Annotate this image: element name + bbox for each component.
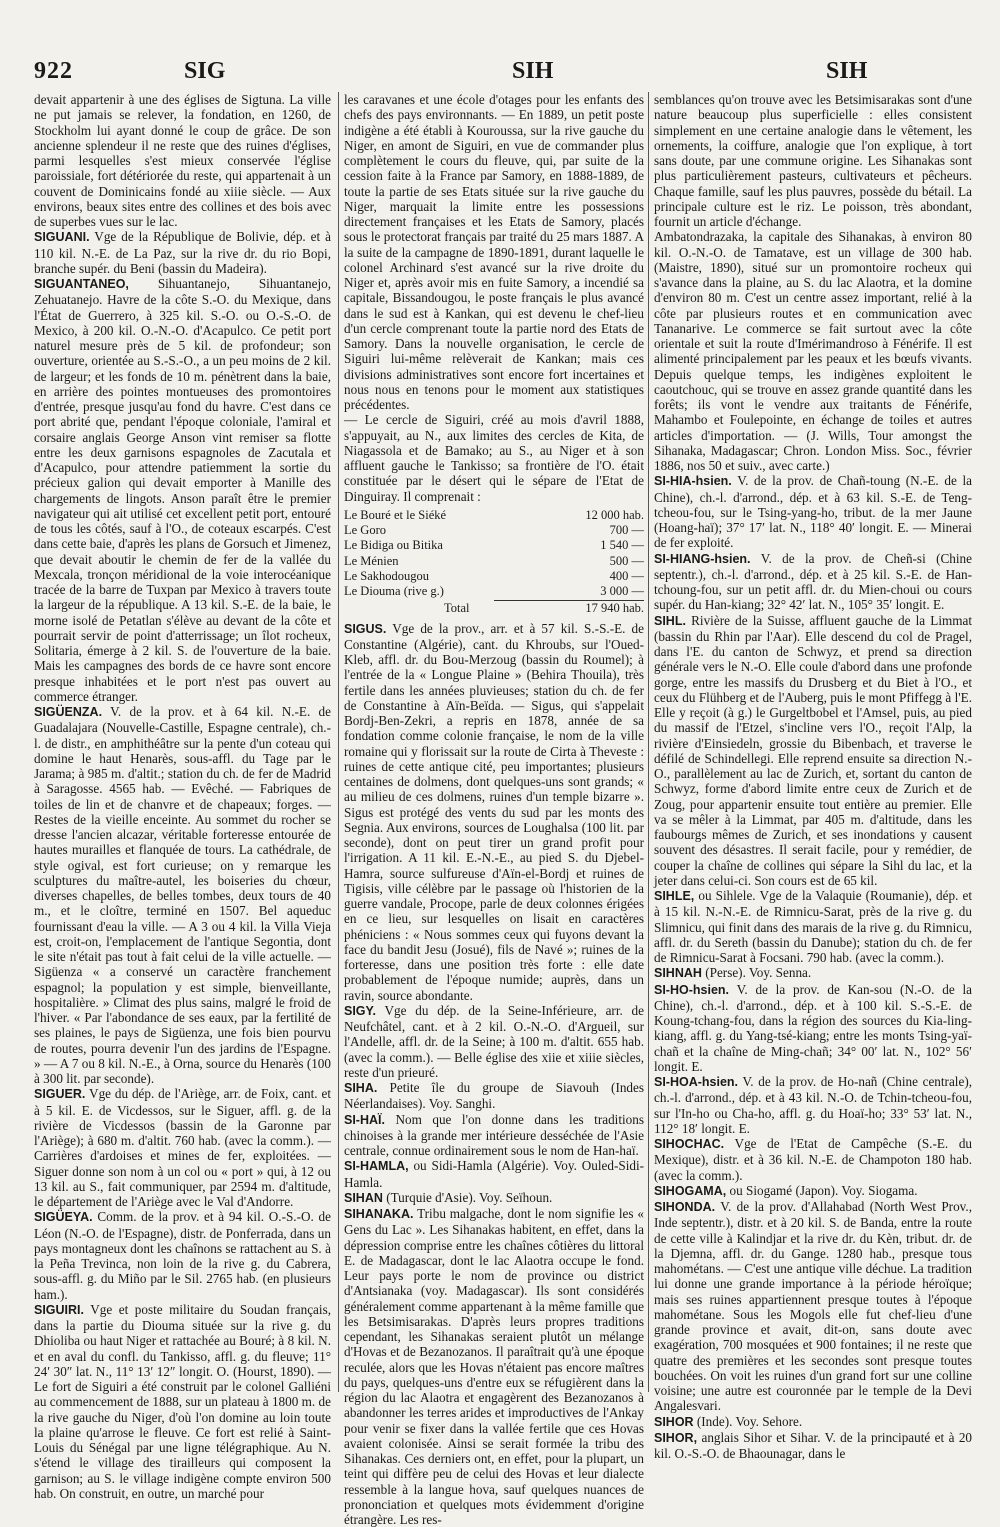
dictionary-entry bbox=[34, 1209, 331, 1302]
running-head-right: SIH bbox=[826, 58, 867, 85]
table-row bbox=[344, 554, 644, 569]
running-head-center: SIH bbox=[512, 58, 553, 85]
entry-text: Vge de l'Etat de Campêche (S.-E. du Mexique), distr. et à 36 kil. N.-E. de Champoton 180 hab. (avec la comm.). bbox=[654, 1136, 972, 1183]
entry-text: V. de la prov. d'Allahabad (North West Prov., Inde septentr.), distr. et à 20 kil. S. de Banda, entre la route de cette ville à Kalindjar et la rive dr. du Kèn, tribut. dr. de la Djemna, affl. dr. du Gange. 1280 hab., presque tous mahométans. — C'est une antique ville déchue. La tradition lui donne une grande importance à la période héroïque; mais ses ruines appartiennent presque toutes à l'époque mahométane. Sous les Mogols elle fut chef-lieu d'une grande province et avait, dit-on, sans doute avec exagération, 700 mosquées et 900 fontaines; il ne reste que quatre des premières et les secondes sont presque toutes bouchées. On voit les ruines d'un grand fort sur une colline voisine; une autre est couronnée par le temple de la Devi Angalesvari. bbox=[654, 1199, 972, 1413]
table-row-name: Le Sakhodougou bbox=[344, 569, 554, 584]
dictionary-entry bbox=[654, 982, 972, 1075]
entry-headword: SIGUANI. bbox=[34, 230, 90, 244]
table-total-value: 17 940 hab. bbox=[554, 601, 644, 616]
dictionary-entry bbox=[654, 1136, 972, 1183]
column-middle bbox=[344, 92, 644, 1394]
entry-text: Vge du dép. de l'Ariège, arr. de Foix, cant. et à 5 kil. E. de Vicdessos, sur le Siguer, affl. g. de la rivière de Vicdessos (bassin de la Garonne par l'Ariège); à 680 m. d'altit. 760 hab. (avec la comm.). — Carrières d'ardoises et mines de fer, exploitées. — Siguer donne son nom à un col ou « port » qui, à 12 ou 13 kil. au S., fait communiquer, par 2594 m. d'altitude, le département de l'Ariège avec le Val d'Andorre. bbox=[34, 1086, 331, 1209]
dictionary-entry bbox=[34, 1302, 331, 1501]
table-row-name: Le Goro bbox=[344, 523, 554, 538]
entry-text: Sihuantanejo, Sihuantanejo, Zehuatanejo. Havre de la côte S.-O. du Mexique, dans l'État de Guerrero, à 325 kil. S.-O. ou O.-S.-O. de Mexico, à 200 kil. O.-N.-O. d'Acapulco. Ce petit port naturel mesure près de 5 kil. de profondeur; son ouverture, orientée au S.-S.-O., a un peu moins de 2 kil. de largeur; et les fonds de 10 m. pénètrent dans la baie, en arrière des pointes montueuses des promontoires d'entrée, presque jusqu'au fond du havre. C'est dans ce port abrité que, pendant l'époque coloniale, l'amiral et corsaire anglais George Anson vint remiser sa flotte entre les deux garnisons espagnoles de Zacutala et d'Acapulco, pour attendre patiemment la sortie du précieux galion qui devait emporter à Manille des chargements de lingots. Anson paraît être le premier navigateur qui ait utilisé cet excellent petit port, entouré de tous les côtés, sauf à l'O., de coteaux escarpés. C'est dans cette baie, d'après les plans de Gorsuch et Jimenez, que devait aboutir le chemin de fer de la vallée du Mexcala, tronçon méridional de la voie interocéanique tracée de la barre de Tuxpan par Mexico à travers toute la largeur de la république. A 13 kil. S.-E. de la baie, le morne isolé de Petatlan s'élève au devant de la côte et pourrait servir de point d'atterrissage; un îlot rocheux, Solitaria, émerge à 2 kil. S. de l'ouverture de la baie. Mais les campagnes des bords de ce havre sont encore presque inhabitées et le port n'est pas ouvert au commerce étranger. bbox=[34, 276, 331, 704]
dictionary-entry bbox=[654, 92, 972, 229]
entry-text: V. de la prov. de Chañ-toung (N.-E. de la Chine), ch.-l. d'arrond., dép. et à 63 kil. S.-E. de Teng-tcheou-fou, sur le Tsing-yang-ho, tribut. de la mer Jaune (Hoang-haï); 37° 17′ lat. N., 118° 40′ longit. E. — Minerai de fer exploité. bbox=[654, 473, 972, 550]
entry-text: V. de la prov. de Kan-sou (N.-O. de la Chine), ch.-l. d'arrond., dép. et à 100 kil. S.-S.-E. de Koung-tchang-fou, dans la région des sources du Kia-ling-kiang, affl. g. du Yang-tsé-kiang; entre les monts Tsing-yaï-chañ et la chaîne de Ming-chañ; 34° 00′ lat. N., 102° 56′ longit. E. bbox=[654, 982, 972, 1074]
entry-headword: SIHL. bbox=[654, 614, 686, 628]
entry-headword: SI-HOA-hsien. bbox=[654, 1075, 738, 1089]
column-middle-bottom bbox=[344, 621, 644, 1527]
column-rule-right bbox=[648, 92, 649, 1392]
entry-text: Comm. de la prov. et à 94 kil. O.-S.-O. de Léon (N.-O. de l'Espagne), distr. de Ponferrada, dans un pays montagneux dont les chaînons se rattachent au S. à la Peña Trevinca, non loin de la rive g. du Cabrera, sous-affl. g. du Miño par le Sil. 2765 hab. (en plusieurs ham.). bbox=[34, 1209, 331, 1301]
population-table bbox=[344, 508, 644, 617]
entry-headword: SIHOGAMA, bbox=[654, 1184, 726, 1198]
entry-text: Ambatondrazaka, la capitale des Sihanakas, à environ 80 kil. O.-N.-O. de Tamatave, est un village de 300 hab. (Maistre, 1890), situé sur un promontoire rocheux qui s'avance dans la plaine, au S. du lac Alaotra, et la domine d'environ 80 m. C'est un centre assez important, relié à la côte par plusieurs routes et en communication avec Tananarive. Le commerce se fait surtout avec la côte orientale et suit la route d'Imérimandroso à Fénérife. Il est alimenté principalement par les peaux et les bœufs vivants. Depuis quelque temps, les indigènes exploitent le caoutchouc, qui se trouve en assez grande quantité dans les forêts; ils vont le vendre aux traitants de Fénérife, Mahambo et Foulepointe, en échange de toiles et autres articles d'importation. — (J. Wills, Tour amongst the Sihanaka, Madagascar; Chron. London Miss. Soc., février 1886, nos 50 et suiv., avec carte.) bbox=[654, 229, 972, 473]
dictionary-entry bbox=[654, 473, 972, 550]
entry-headword: SI-HAMLA, bbox=[344, 1159, 409, 1173]
dictionary-entry bbox=[344, 412, 644, 504]
table-row bbox=[344, 508, 644, 523]
entry-headword: SIHOR bbox=[654, 1415, 694, 1429]
table-total-row bbox=[344, 601, 644, 616]
entry-headword: SIGUIRI. bbox=[34, 1303, 84, 1317]
entry-text: V. de la prov. de Cheñ-si (Chine septentr.), ch.-l. d'arrond., dép. et à 25 kil. S.-E. de Han-tchoung-fou, sur un petit affl. dr. du Mien-choui ou cours supér. du Han-kiang; 32° 42′ lat. N., 105° 35′ longit. E. bbox=[654, 551, 972, 613]
table-row bbox=[344, 538, 644, 553]
table-row-name: Le Bidiga ou Bitika bbox=[344, 538, 554, 553]
table-row bbox=[344, 523, 644, 538]
running-head-left: SIG bbox=[184, 58, 225, 85]
table-row-value: 400 — bbox=[554, 569, 644, 584]
table-row-value: 3 000 — bbox=[554, 584, 644, 599]
dictionary-entry bbox=[654, 888, 972, 965]
entry-headword: SIHOR, bbox=[654, 1431, 697, 1445]
dictionary-entry bbox=[654, 551, 972, 613]
entry-headword: SI-HAÏ. bbox=[344, 1113, 385, 1127]
page-header bbox=[34, 58, 972, 92]
entry-headword: SIHLE, bbox=[654, 889, 694, 903]
table-row-name: Le Diouma (rive g.) bbox=[344, 584, 554, 599]
entry-headword: SIHAN bbox=[344, 1191, 383, 1205]
dictionary-entry bbox=[344, 1003, 644, 1080]
entry-text: Rivière de la Suisse, affluent gauche de la Limmat (bassin du Rhin par l'Aar). Elle descend du col de Pragel, dans l'E. du canton de Schwyz, et prend sa direction générale vers le N.-O. Elle coule d'abord dans une profonde gorge, entre les massifs du Drusberg et du Biet à l'O., et ceux du Flühberg et de l'Auberg, puis le mont Pfiffegg à l'E. Elle y reçoit (à g.) le Gurgeltbobel et l'Amsel, puis, au pied du massif de l'Etzel, s'incline vers l'O., reçoit l'Alp, la rivière d'Einsiedeln, grossie du Bibenbach, et traverse le défilé de Schindellegi. Elle reprend ensuite sa direction N.-O., parallèlement au lac de Zurich, et, sortant du canton de Schwyz, forme d'abord limite entre ceux de Zurich et de Zoug, pour appartenir ensuite tout entière au premier. Elle va se mêler à la Limmat, par 405 m. d'altitude, dans les faubourgs mêmes de Zurich, et ses inondations y causent souvent des désastres. Il serait facile, pour y remédier, de couper la chaîne de collines qui sépare la Sihl du lac, et la jeter dans celui-ci. Son cours est de 65 kil. bbox=[654, 613, 972, 888]
entry-text: devait appartenir à une des églises de Sigtuna. La ville ne put jamais se relever, la fondation, en 1260, de Stockholm lui ayant donné le coup de grâce. De son ancienne splendeur il ne reste que des ruines d'églises, parmi lesquelles s'est mieux conservée l'église paroissiale, fort détériorée du reste, qui appartenait à un couvent de Dominicains fondé au xiiie siècle. — Aux environs, beaux sites entre des collines et des bois avec de superbes vues sur le lac. bbox=[34, 92, 331, 229]
entry-text: Vge et poste militaire du Soudan français, dans la partie du Diouma située sur la rive g. du Dhioliba ou haut Niger et rattachée au Bouré; à 8 kil. N. et en aval du confl. du Tankisso, affl. g. du fleuve; 11° 24′ 30″ lat. N., 11° 13′ 12″ longit. O. (Hourst, 1890). — Le fort de Siguiri a été construit par le colonel Galliéni au commencement de 1888, sur un plateau à 1800 m. de la rive gauche du Niger, d'où l'on domine au loin toute la plaine qu'arrose le fleuve. Ce fort est relié à Saint-Louis du Sénégal par une ligne télégraphique. Au N. s'étend le village des tirailleurs qui composent la garnison; au S. le village indigène compte environ 500 hab. On construit, en outre, un marché pour bbox=[34, 1302, 331, 1501]
dictionary-entry bbox=[654, 1199, 972, 1414]
entry-headword: SIGUER. bbox=[34, 1087, 85, 1101]
entry-text: Vge du dép. de la Seine-Inférieure, arr. de Neufchâtel, cant. et à 2 kil. O.-N.-O. d'Argueil, sur l'Andelle, affl. dr. de la Seine; à 100 m. d'altit. 655 hab. (avec la comm.). — Belle église des xiie et xiiie siècles, reste d'un prieuré. bbox=[344, 1003, 644, 1080]
dictionary-entry bbox=[654, 229, 972, 473]
entry-headword: SIGUS. bbox=[344, 622, 386, 636]
entry-text: les caravanes et une école d'otages pour les enfants des chefs des pays environnants. — En 1889, un petit poste indigène a été établi à Kouroussa, sur la rive gauche du Niger, en amont de Siguiri, en vue de commander plus complètement le cours du fleuve, qui, par suite de la cession faite à la France par Samory, en 1888-1889, de toute la partie de ses Etats située sur la rive gauche du Niger, marquait la limite entre les possessions directement françaises et les Etats de Samory, placés sous le protectorat français par traité du 25 mars 1887. A la suite de la campagne de 1890-1891, durant laquelle le colonel Archinard s'est avancé sur la rive droite du Niger et, après avoir mis en fuite Samory, a incendié sa capitale, Bissandougou, le poste français le plus avancé dans le sud est à Kankan, qui est devenu le chef-lieu d'un cercle comprenant toute la partie nord des Etats de Samory. Dans la nouvelle organisation, le cercle de Siguiri lui-même relèverait de Kankan; mais ces divisions administratives sont encore fort incertaines et nous nous en tenons pour le moment aux statistiques précédentes. bbox=[344, 92, 644, 412]
entry-headword: SIHONDA. bbox=[654, 1200, 715, 1214]
entry-text: Petite île du groupe de Siavouh (Indes Néerlandaises). Voy. Sanghi. bbox=[344, 1080, 644, 1111]
page-number: 922 bbox=[34, 58, 73, 85]
entry-headword: SIHOCHAC. bbox=[654, 1137, 724, 1151]
table-row-name: Le Bouré et le Siéké bbox=[344, 508, 554, 523]
entry-text: (Inde). Voy. Sehore. bbox=[697, 1414, 802, 1429]
entry-text: ou Siogamé (Japon). Voy. Siogama. bbox=[730, 1183, 918, 1198]
dictionary-entry bbox=[654, 1074, 972, 1136]
dictionary-entry bbox=[34, 229, 331, 276]
table-total-label: Total bbox=[344, 601, 554, 616]
entry-headword: SI-HIA-hsien. bbox=[654, 474, 732, 488]
entry-text: V. de la prov. et à 64 kil. N.-E. de Guadalajara (Nouvelle-Castille, Espagne centrale), ch.-l. de distr., en amphithéâtre sur la pente d'un coteau qui domine le haut Henarès, sous-affl. du Tage par le Jarama; à 985 m. d'altit.; station du ch. de fer de Madrid à Saragosse. 4565 hab. — Evêché. — Fabriques de toiles de lin et de chanvre et de chapeaux; forges. — Restes de la vieille enceinte. Au sommet du rocher se dresse l'ancien alcazar, véritable forteresse entourée de hautes murailles et flanquée de tours. La cathédrale, de style ogival, est fort curieuse; on y remarque les sculptures du maître-autel, les boiseries du chœur, diverses chapelles, de belles tombes, deux tours de 40 m., et le cloître, terminé en 1507. Bel aqueduc fournissant d'eau la ville. — A 3 ou 4 kil. la Villa Vieja est, croit-on, l'emplacement de l'antique Segontia, dont le site n'était pas tout à fait celui de la ville actuelle. — Sigüenza « a conservé un caractère franchement espagnol; la population y est simple, bienveillante, hospitalière. » Climat des plus sains, malgré le froid de l'hiver. « Par l'abondance de ses eaux, par la fertilité de ses plaines, le pays de Sigüenza, une fois bien pourvu de routes, pourra devenir l'un des jardins de l'Espagne. » — A 7 ou 8 kil. N.-E., à Orna, source du Henarès (100 à 300 lit. par seconde). bbox=[34, 704, 331, 1086]
entry-headword: SI-HIANG-hsien. bbox=[654, 552, 751, 566]
entry-text: Vge de la République de Bolivie, dép. et à 110 kil. N.-E. de La Paz, sur la rive dr. du rio Bopi, branche supér. du Beni (bassin du Madeira). bbox=[34, 229, 331, 276]
dictionary-entry bbox=[34, 704, 331, 1086]
dictionary-entry bbox=[344, 1190, 644, 1206]
table-row bbox=[344, 569, 644, 584]
entry-text: (Perse). Voy. Senna. bbox=[705, 965, 811, 980]
entry-headword: SIGUANTANEO, bbox=[34, 277, 129, 291]
column-rule-left bbox=[338, 92, 339, 1392]
dictionary-entry bbox=[344, 1112, 644, 1159]
dictionary-entry bbox=[654, 1414, 972, 1430]
dictionary-entry bbox=[34, 92, 331, 229]
column-middle-top bbox=[344, 92, 644, 504]
column-right bbox=[654, 92, 972, 1394]
table-row-name: Le Ménien bbox=[344, 554, 554, 569]
table-row-value: 700 — bbox=[554, 523, 644, 538]
dictionary-entry bbox=[344, 621, 644, 1003]
dictionary-entry bbox=[344, 1080, 644, 1112]
dictionary-entry bbox=[654, 1183, 972, 1199]
entry-text: semblances qu'on trouve avec les Betsimisarakas sont d'une nature beaucoup plus superficielle : elles consistent simplement en une certaine analogie dans le vêtement, les ornements, la coiffure, analogie que l'on explique, à tort sans doute, par une commune origine. Les Sihanakas sont plus particulièrement pasteurs, cultivateurs et pêcheurs. Chaque famille, sauf les plus pauvres, possède du bétail. La principale culture est le riz. Le poisson, très abondant, fournit un article d'échange. bbox=[654, 92, 972, 229]
table-row-value: 1 540 — bbox=[554, 538, 644, 553]
dictionary-entry bbox=[654, 613, 972, 889]
entry-text: V. de la prov. de Ho-nañ (Chine centrale), ch.-l. d'arrond., dép. et à 43 kil. N.-O. de Tchin-tcheou-fou, sur l'In-ho ou Cha-ho, affl. g. du Hoaï-ho; 33° 53′ lat. N., 112° 18′ longit. E. bbox=[654, 1074, 972, 1136]
dictionary-entry bbox=[344, 92, 644, 412]
dictionary-entry bbox=[344, 1206, 644, 1527]
entry-headword: SIGÜENZA. bbox=[34, 705, 102, 719]
table-row-value: 12 000 hab. bbox=[554, 508, 644, 523]
entry-text: — Le cercle de Siguiri, créé au mois d'avril 1888, s'appuyait, au N., aux limites des cercles de Kita, de Niagassola et de Bamako; au S., au Niger et à son affluent gauche le Tankisso; sa frontière de l'O. était constituée par le désert qui le sépare de l'Etat de Dinguiray. Il comprenait : bbox=[344, 412, 644, 503]
entry-headword: SIHNAH bbox=[654, 966, 702, 980]
entry-text: Vge de la prov., arr. et à 57 kil. S.-S.-E. de Constantine (Algérie), cant. du Khroubs, sur l'Oued-Kleb, affl. dr. du Bou-Merzoug (bassin du Roumel); à l'entrée de la « Longue Plaine » (Behira Thouila), très fertile dans les années pluvieuses; station du ch. de fer de Constantine à Aïn-Beïda. — Sigus, qui s'appelait Bordj-Ben-Zekri, a repris en 1878, année de sa fondation comme colonie française, le nom de la ville romaine qui y florissait sur la route de Cirta à Theveste : ruines de cette antique cité, peu importantes; plusieurs centaines de dolmens, dont quelques-uns sont grands; « au milieu de ces dolmens, ruines d'un temple bizarre ». Sigus est protégé des vents du sud par les monts des Segnia. Aux environs, sources de Loughalsa (100 lit. par seconde), dont on peut tirer un grand profit pour l'irrigation. A 11 kil. E.-N.-E., au pied S. du Djebel-Hamra, source sulfureuse d'Aïn-el-Bordj et ruines de Tigisis, ville célèbre par le passage où l'historien de la guerre vandale, Procope, parle de deux colonnes érigées en ce lieu, sur lesquelles on lisait en caractères phéniciens : « Nous sommes ceux qui fuyons devant la face du bandit Jesu (Josué), fils de Navé »; ruines de la forteresse, dans une position très forte : elle date probablement de l'époque numide; auprès, dans un ravin, source abondante. bbox=[344, 621, 644, 1003]
dictionary-entry bbox=[654, 965, 972, 981]
entry-text: ou Sidi-Hamla (Algérie). Voy. Ouled-Sidi-Hamla. bbox=[344, 1158, 644, 1189]
table-row-value: 500 — bbox=[554, 554, 644, 569]
entry-text: ou Sihlele. Vge de la Valaquie (Roumanie), dép. et à 15 kil. N.-N.-E. de Rimnicu-Sarat, près de la rive g. du Slimnicu, qui finit dans des marais de la rive g. du Rimnicu, affl. dr. du Sereth (bassin du Danube); station du ch. de fer de Rimnicu-Sarat à Focsani. 790 hab. (avec la comm.). bbox=[654, 888, 972, 965]
entry-headword: SIGY. bbox=[344, 1004, 376, 1018]
dictionary-entry bbox=[654, 1430, 972, 1462]
population-table-rows bbox=[344, 508, 644, 600]
dictionary-entry bbox=[34, 276, 331, 704]
entry-text: Nom que l'on donne dans les traditions chinoises à la grande mer intérieure desséchée de l'Asie centrale, connue ordinairement sous le nom de Han-haï. bbox=[344, 1112, 644, 1159]
entry-headword: SIGÜEYA. bbox=[34, 1210, 93, 1224]
entry-text: anglais Sihor et Sihar. V. de la principauté et à 20 kil. O.-S.-O. de Bhaounagar, dans le bbox=[654, 1430, 972, 1461]
table-row bbox=[344, 584, 644, 599]
entry-text: Tribu malgache, dont le nom signifie les « Gens du Lac ». Les Sihanakas habitent, en effet, dans la dépression comprise entre les chaînes côtières du littoral E. de Madagascar, dont le lac Alaotra occupe le fond. Leur pays porte le nom de province ou district d'Antsianaka (voy. Madagascar). Ils sont considérés généralement comme appartenant à la même famille que les Betsimisarakas. D'après leurs propres traditions cependant, les Sihanakas seraient plutôt un mélange d'Hovas et de Bezanozanos. Il paraîtrait qu'à une époque reculée, alors que les Hovas n'étaient pas encore maîtres du pays, quelques-uns d'entre eux se réfugièrent dans la région du lac Alaotra et engagèrent des Bezanozanos à abandonner les terres arides et improductives de l'Ankay pour venir se fixer dans la vallée fertile que ces Hovas avaient colonisée. Ainsi se serait formée la tribu des Sihanakas. Ces derniers ont, en effet, pour la plupart, un teint qui diffère peu de celui des Hovas et leur dialecte ressemble à la langue hova, sauf quelques nuances de prononciation et quelques mots évidemment d'origine étrangère. Les res- bbox=[344, 1206, 644, 1527]
entry-headword: SI-HO-hsien. bbox=[654, 983, 729, 997]
entry-headword: SIHA. bbox=[344, 1081, 377, 1095]
entry-text: (Turquie d'Asie). Voy. Seïhoun. bbox=[386, 1190, 552, 1205]
dictionary-entry bbox=[34, 1086, 331, 1209]
entry-headword: SIHANAKA. bbox=[344, 1207, 413, 1221]
column-left bbox=[34, 92, 331, 1394]
dictionary-entry bbox=[344, 1158, 644, 1190]
